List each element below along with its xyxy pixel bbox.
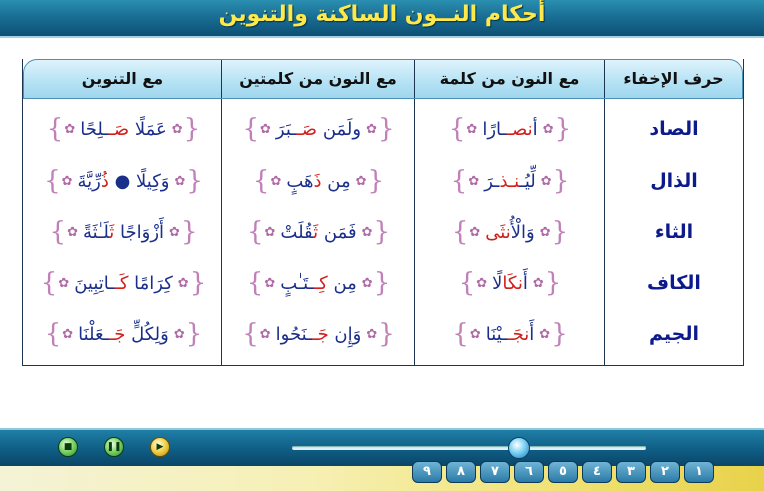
highlighted-letter: جَـ (312, 323, 329, 345)
ornamented-example (451, 168, 569, 194)
highlighted-letter: ذَ (313, 170, 322, 192)
title-bar (0, 0, 764, 38)
word-part: وَإِن (328, 323, 362, 345)
page-title: أحكام النــون الساكنة والتنوين (218, 2, 546, 27)
ornament-bracket-left: { (252, 166, 270, 196)
flower-icon: ✿ (58, 275, 70, 291)
ornamented-example (452, 219, 568, 245)
two-words-cell[interactable] (222, 258, 415, 308)
quran-word (482, 324, 539, 345)
page-button-9[interactable]: ٩ (412, 461, 442, 483)
word-part: قُلَتْ (280, 221, 314, 243)
flower-icon: ✿ (355, 173, 367, 189)
flower-icon: ✿ (466, 121, 478, 137)
rules-table (22, 59, 744, 366)
quran-word (488, 273, 532, 294)
quran-word (478, 119, 541, 140)
ornament-bracket-right: } (378, 114, 395, 144)
flower-icon: ✿ (476, 275, 488, 291)
highlighted-letter: نجَـ (507, 323, 530, 345)
word-part: أ (532, 118, 538, 140)
highlighted-letter: ذُ (100, 170, 109, 192)
page-button-1[interactable]: ١ (684, 461, 714, 483)
letter-cell (605, 207, 743, 257)
table-row (23, 207, 743, 257)
word-part: ـتَـٰبٍ (280, 272, 314, 294)
letter-cell (605, 258, 743, 308)
word-part: أَ (529, 323, 535, 345)
flower-icon: ✿ (366, 121, 378, 137)
flower-icon: ✿ (171, 121, 183, 137)
page-button-3[interactable]: ٣ (616, 461, 646, 483)
flower-icon: ✿ (539, 326, 551, 342)
ornamented-example (459, 270, 562, 296)
table-row (23, 156, 743, 206)
ornament-bracket-left: { (49, 217, 67, 247)
letter-cell (605, 309, 743, 359)
word-part: لَـٰثَةً (82, 221, 110, 243)
word-part: أَ (522, 272, 528, 294)
tanween-cell[interactable] (25, 156, 222, 206)
pause-icon: ❚❚ (106, 441, 122, 452)
ornamented-example (247, 270, 390, 296)
tanween-cell[interactable] (25, 309, 222, 359)
word-part: وَالْأُ (510, 221, 535, 243)
flower-icon: ✿ (469, 224, 481, 240)
two-words-cell[interactable] (222, 309, 415, 359)
ornament-bracket-right: } (373, 268, 391, 298)
header-two-words: مع النون من كلمتين (221, 60, 414, 98)
tanween-cell[interactable] (25, 258, 222, 308)
word-part: ـنَحُوا (275, 323, 313, 345)
word-part: ـيْنَا (485, 323, 508, 345)
ornamented-example (242, 321, 395, 347)
letter-label: الذال (650, 170, 698, 192)
highlighted-letter: نـذ (499, 170, 520, 192)
ornament-bracket-left: { (246, 268, 264, 298)
flower-icon: ✿ (61, 173, 73, 189)
ornamented-example (449, 116, 571, 142)
play-button[interactable] (150, 437, 170, 457)
flower-icon: ✿ (173, 326, 185, 342)
ornamented-example (50, 219, 198, 245)
highlighted-letter: كَـ (114, 272, 129, 294)
letter-cell (605, 104, 743, 154)
flower-icon: ✿ (62, 326, 74, 342)
ornament-bracket-right: } (185, 319, 203, 349)
word-part: لِّيُـ (519, 170, 536, 192)
word-part: وَلِكُلٍّ (125, 323, 169, 345)
stop-button[interactable] (58, 437, 78, 457)
header-one-word: مع النون من كلمة (414, 60, 604, 98)
word-part: رِّيَّةَ (77, 170, 101, 192)
ornament-bracket-left: { (458, 268, 476, 298)
highlighted-letter: كِـ (313, 272, 328, 294)
header-letter: حرف الإخفاء (604, 60, 742, 98)
flower-icon: ✿ (469, 326, 481, 342)
table-body (23, 99, 743, 365)
word-part: ـرَ (484, 170, 500, 192)
letter-label: الكاف (647, 272, 701, 294)
word-part: ـبَرَ (275, 118, 297, 140)
table-header (23, 59, 743, 99)
quran-word (272, 119, 365, 140)
one-word-cell[interactable] (415, 258, 605, 308)
flower-icon: ✿ (540, 173, 552, 189)
ornament-bracket-right: } (552, 166, 570, 196)
one-word-cell[interactable] (415, 104, 605, 154)
word-part: عَمَلًا (129, 118, 167, 140)
flower-icon: ✿ (468, 173, 480, 189)
word-part: كِرَامًا (128, 272, 173, 294)
highlighted-letter: نصـ (506, 118, 533, 140)
highlighted-letter: صَـ (108, 118, 130, 140)
ornament-bracket-left: { (451, 217, 469, 247)
flower-icon: ✿ (177, 275, 189, 291)
flower-icon: ✿ (532, 275, 544, 291)
ornament-bracket-left: { (450, 166, 468, 196)
quran-word (480, 171, 540, 192)
flower-icon: ✿ (67, 224, 78, 240)
word-part: ـلِحًا (80, 118, 109, 140)
word-part: أَزْوَاجًا (114, 221, 165, 243)
highlighted-letter: ثَ (109, 221, 115, 243)
two-words-cell[interactable] (222, 207, 415, 257)
one-word-cell[interactable] (415, 156, 605, 206)
word-part: ولَمَن (317, 118, 362, 140)
ornament-bracket-right: } (378, 319, 395, 349)
ornament-bracket-left: { (242, 319, 259, 349)
flower-icon: ✿ (259, 121, 271, 137)
page-button-2[interactable]: ٢ (650, 461, 680, 483)
flower-icon: ✿ (169, 224, 180, 240)
ornament-bracket-right: } (367, 166, 385, 196)
word-part: ـارًا (482, 118, 507, 140)
play-icon: ▶ (156, 441, 164, 452)
quran-word (76, 119, 171, 140)
letter-label: الثاء (654, 221, 694, 243)
word-part: ـاتِبِينَ (74, 272, 115, 294)
ornament-bracket-right: } (554, 114, 572, 144)
ornamented-example (247, 219, 390, 245)
flower-icon: ✿ (539, 224, 551, 240)
quran-word (481, 222, 538, 243)
ornamented-example (242, 116, 394, 142)
ornament-bracket-right: } (186, 166, 203, 196)
word-part: وَكِيلًا ● (108, 170, 170, 192)
ornament-bracket-right: } (189, 268, 207, 298)
page-button-4[interactable]: ٤ (582, 461, 612, 483)
ornament-bracket-left: { (44, 166, 61, 196)
tanween-cell[interactable] (25, 104, 222, 154)
one-word-cell[interactable] (415, 207, 605, 257)
ornamented-example (47, 116, 200, 142)
word-part: مِن (327, 272, 357, 294)
word-part: ـعَلْنَا (78, 323, 109, 345)
stop-icon: ■ (63, 441, 73, 452)
two-words-cell[interactable] (222, 156, 415, 206)
flower-icon: ✿ (264, 275, 276, 291)
word-part: مِن (321, 170, 351, 192)
ornamented-example (45, 321, 203, 347)
quran-word (272, 324, 366, 345)
ornamented-example (452, 321, 567, 347)
ornamented-example (41, 270, 206, 296)
one-word-cell[interactable] (415, 309, 605, 359)
two-words-cell[interactable] (222, 104, 415, 154)
page-button-5[interactable]: ٥ (548, 461, 578, 483)
ornament-bracket-left: { (242, 114, 259, 144)
quran-word (276, 273, 361, 294)
tanween-cell[interactable] (25, 207, 222, 257)
ornament-bracket-right: } (544, 268, 562, 298)
header-tanween: مع التنوين (81, 69, 164, 88)
pause-button[interactable] (104, 437, 124, 457)
quran-word (70, 273, 177, 294)
flower-icon: ✿ (174, 173, 186, 189)
ornamented-example (44, 168, 203, 194)
quran-word (282, 171, 354, 192)
word-part: فَمَن (318, 221, 357, 243)
ornament-bracket-left: { (40, 268, 58, 298)
word-part: لًا (492, 272, 503, 294)
quran-word (74, 171, 174, 192)
flower-icon: ✿ (361, 224, 373, 240)
page-navigation (408, 461, 714, 487)
highlighted-letter: نثَى (485, 221, 511, 243)
letter-cell (605, 156, 743, 206)
ornament-bracket-left: { (452, 319, 469, 349)
table-row (23, 309, 743, 359)
flower-icon: ✿ (542, 121, 554, 137)
highlighted-letter: صَـ (296, 118, 318, 140)
ornamented-example (253, 168, 384, 194)
quran-word (74, 324, 173, 345)
highlighted-letter: نكَا (502, 272, 523, 294)
progress-track[interactable] (292, 446, 646, 450)
page-button-8[interactable]: ٨ (446, 461, 476, 483)
ornament-bracket-right: } (373, 217, 391, 247)
letter-label: الجيم (649, 323, 699, 345)
flower-icon: ✿ (264, 224, 276, 240)
flower-icon: ✿ (259, 326, 271, 342)
flower-icon: ✿ (366, 326, 378, 342)
progress-knob[interactable] (508, 437, 530, 459)
letter-label: الصاد (649, 118, 699, 140)
page-button-6[interactable]: ٦ (514, 461, 544, 483)
flower-icon: ✿ (361, 275, 373, 291)
ornament-bracket-right: } (551, 319, 568, 349)
flower-icon: ✿ (270, 173, 282, 189)
ornament-bracket-left: { (44, 319, 62, 349)
flower-icon: ✿ (64, 121, 76, 137)
table-row (23, 104, 743, 154)
ornament-bracket-left: { (46, 114, 64, 144)
ornament-bracket-right: } (183, 114, 201, 144)
ornament-bracket-right: } (551, 217, 569, 247)
page-button-7[interactable]: ٧ (480, 461, 510, 483)
ornament-bracket-left: { (246, 217, 264, 247)
quran-word (276, 222, 360, 243)
ornament-bracket-right: } (180, 217, 198, 247)
word-part: هَبٍ (286, 170, 314, 192)
ornament-bracket-left: { (448, 114, 466, 144)
highlighted-letter: ثَ (313, 221, 319, 243)
table-row (23, 258, 743, 308)
quran-word (79, 222, 168, 243)
highlighted-letter: جَـ (108, 323, 126, 345)
